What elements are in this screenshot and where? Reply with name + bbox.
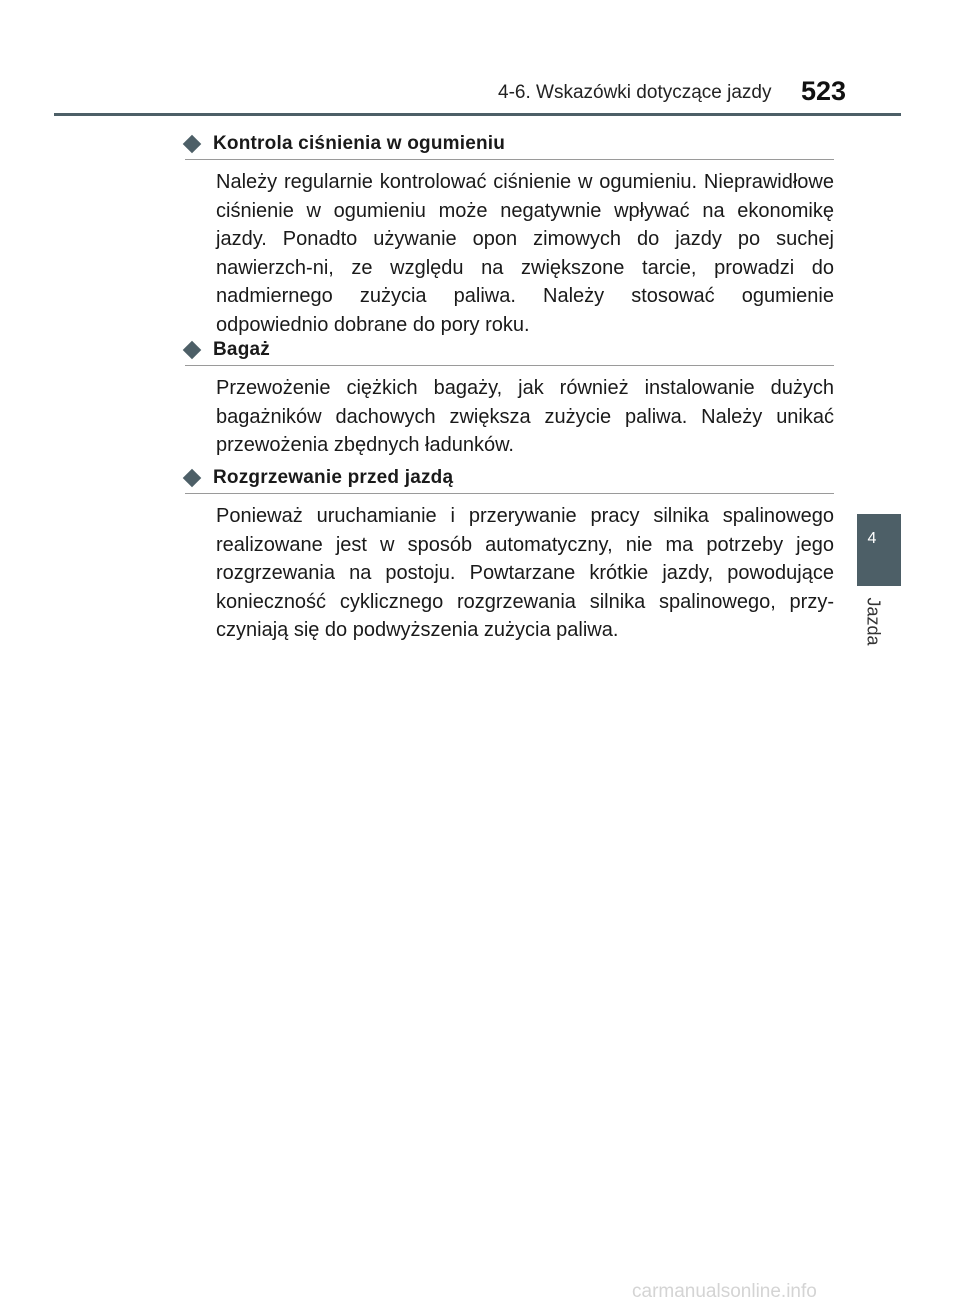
section-heading-text: Bagaż <box>213 339 270 360</box>
chapter-tab-label-text: Jazda <box>863 596 884 646</box>
chapter-tab-number: 4 <box>867 530 877 547</box>
running-header-section-title: 4-6. Wskazówki dotyczące jazdy <box>498 82 772 103</box>
section-rule <box>185 159 834 160</box>
section-body-text: Przewożenie ciężkich bagaży, jak również instalowanie dużych bagażników dachowych zwiększa zużycie paliwa. Należy unikać przewożenia zbędnych ładunków. <box>216 377 834 457</box>
section-luggage <box>185 335 834 460</box>
header-rule <box>54 113 901 116</box>
section-heading <box>185 129 834 159</box>
section-heading-text: Kontrola ciśnienia w ogumieniu <box>213 133 506 154</box>
section-heading <box>185 463 834 493</box>
section-heading <box>185 335 834 365</box>
section-body-text: Ponieważ uruchamianie i przerywanie pracy silnika spalinowego realizowane jest w sposób automatyczny, nie ma potrzeby jego rozgrzewania na postoju. Powtarzane krótkie jazdy, powodujące konieczność cyklicznego rozgrzewania silnika spalinowego, przy-czyniają się do podwyższenia zużycia paliwa. <box>216 505 834 642</box>
diamond-bullet-icon <box>183 135 202 154</box>
section-heading-text: Rozgrzewanie przed jazdą <box>213 467 454 488</box>
section-rule <box>185 493 834 494</box>
chapter-tab-label <box>859 596 887 646</box>
section-body-text: Należy regularnie kontrolować ciśnienie w ogumieniu. Nieprawidłowe ciśnienie w ogumieniu może negatywnie wpływać na ekonomikę jazdy. Ponadto używanie opon zimowych do jazdy po suchej nawierzch-ni, ze względu na zwiększone tarcie, prowadzi do nadmiernego zużycia paliwa. Należy stosować ogumienie odpowiednio dobrane do pory roku. <box>216 171 834 336</box>
watermark: carmanualsonline.info <box>632 1281 817 1302</box>
section-rule <box>185 365 834 366</box>
diamond-bullet-icon <box>183 341 202 360</box>
section-warm-up <box>185 463 834 645</box>
chapter-tab <box>857 514 901 586</box>
page-number: 523 <box>801 76 847 106</box>
diamond-bullet-icon <box>183 469 202 488</box>
section-tire-pressure <box>185 129 834 340</box>
